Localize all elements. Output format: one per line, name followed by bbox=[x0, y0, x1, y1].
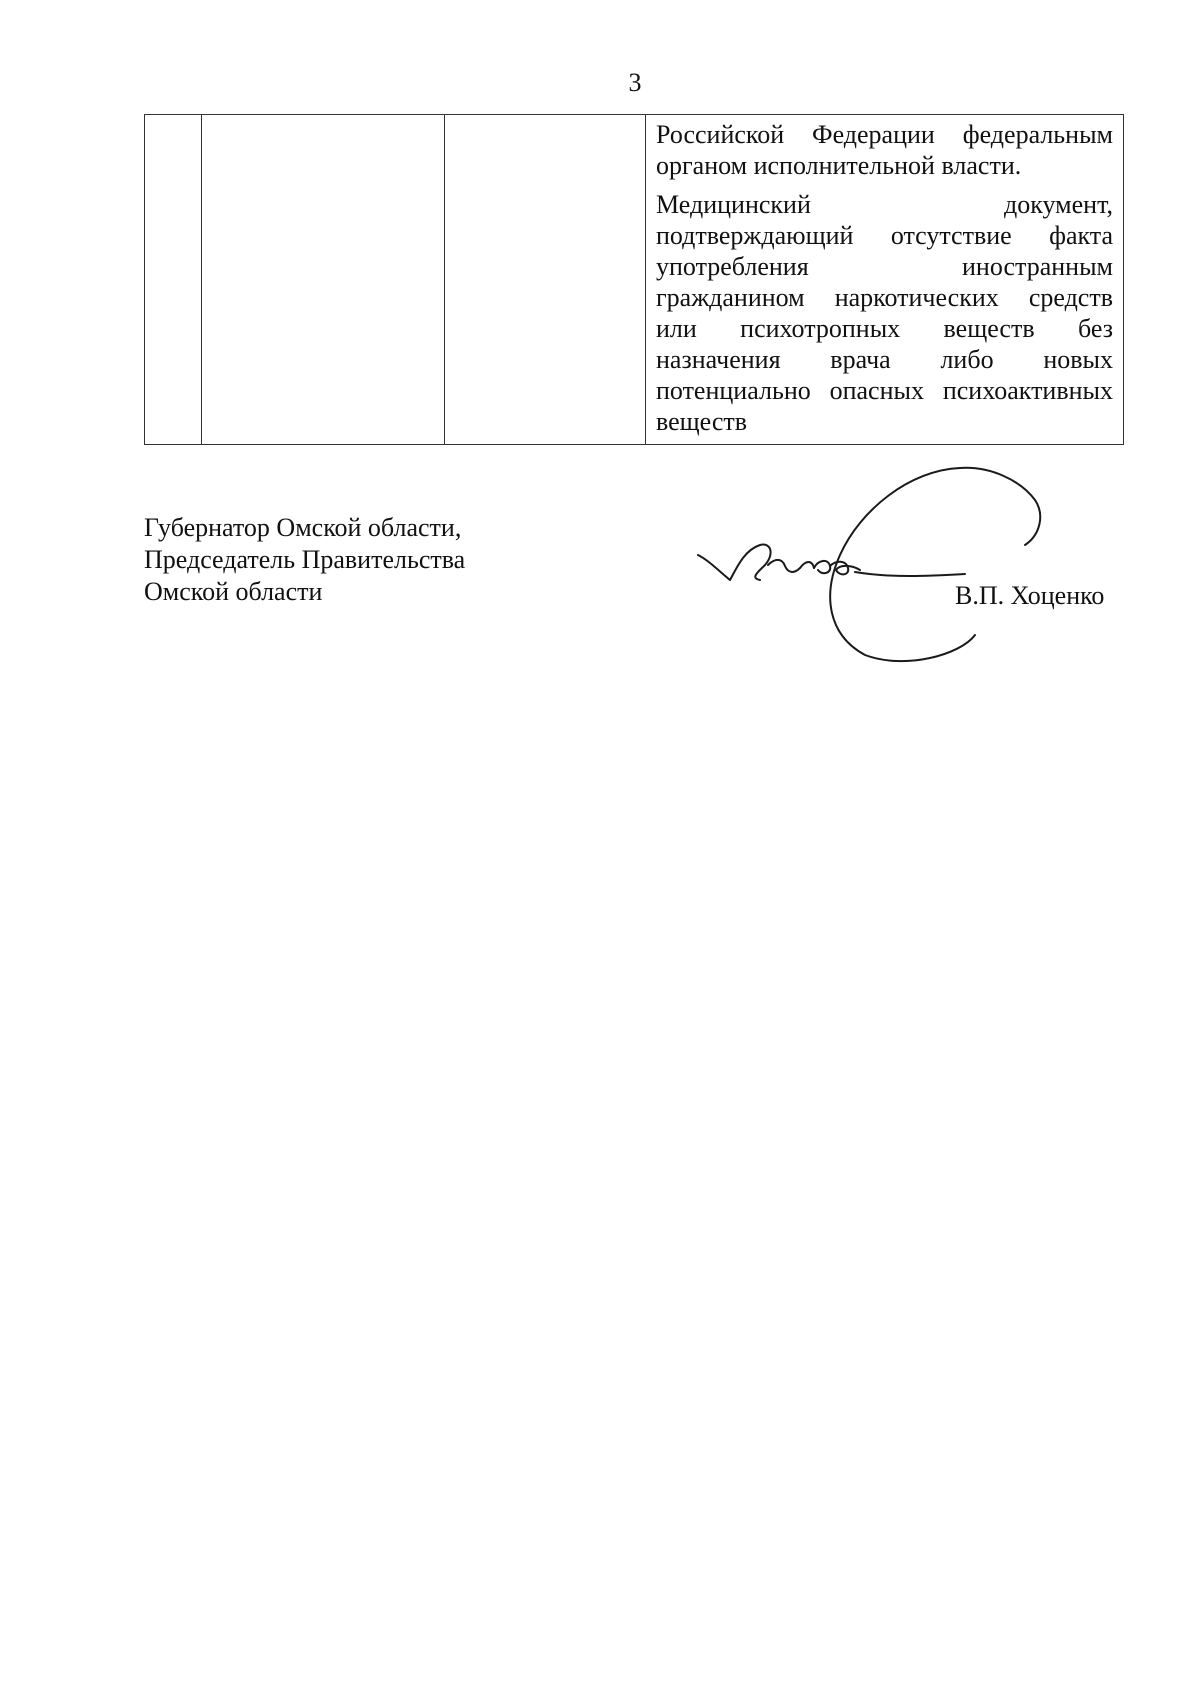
signatory-name: В.П. Хоценко bbox=[955, 581, 1105, 610]
signatory-title-line: Губернатор Омской области, bbox=[144, 513, 462, 542]
table-cell-documents bbox=[646, 115, 1124, 445]
table-row bbox=[145, 115, 1124, 445]
page-number: 3 bbox=[628, 68, 642, 97]
table-cell-category bbox=[445, 115, 646, 445]
table-cell-number bbox=[145, 115, 202, 445]
signatory-title-line: Председатель Правительства bbox=[144, 545, 466, 574]
handwritten-signature bbox=[690, 460, 1070, 670]
signatory-title bbox=[144, 512, 465, 608]
signatory-title-line: Омской области bbox=[144, 577, 323, 606]
document-table bbox=[144, 114, 1124, 445]
table-cell-service bbox=[202, 115, 445, 445]
document-paragraph: Российской Федерации федеральным органом исполнительной власти. bbox=[656, 120, 1113, 180]
document-paragraph: Медицинский документ, подтверждающий отсутствие факта употребления иностранным гражданином наркотических средств или психотропных веществ без назначения врача либо новых потенциально опасных психоактивных веществ bbox=[656, 190, 1113, 436]
